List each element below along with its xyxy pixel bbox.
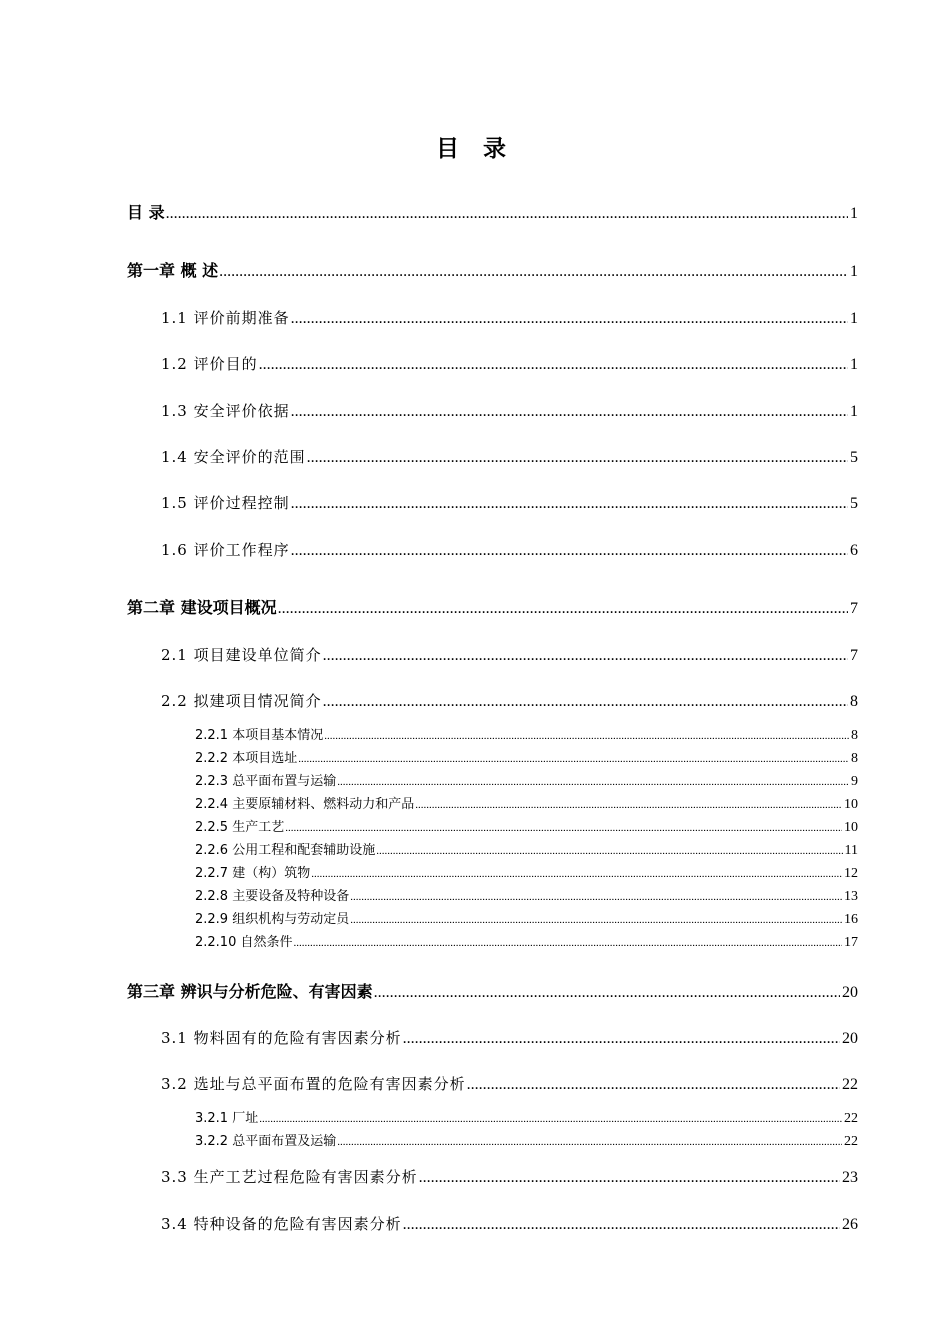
toc-entry-subsection[interactable] bbox=[195, 1133, 858, 1151]
toc-entry-section[interactable] bbox=[161, 492, 858, 515]
toc-page-number: 22 bbox=[844, 1134, 858, 1149]
toc-entry-subsection[interactable] bbox=[195, 727, 858, 745]
toc-page-number: 1 bbox=[850, 403, 858, 420]
dot-leader bbox=[259, 354, 848, 376]
toc-entry-chapter-1[interactable] bbox=[127, 260, 858, 283]
toc-entry-label: 1.5 评价过程控制 bbox=[161, 494, 290, 512]
toc-entry-label: 2.1 项目建设单位简介 bbox=[161, 646, 322, 664]
dot-leader bbox=[323, 645, 848, 667]
toc-page-number: 23 bbox=[842, 1169, 858, 1186]
dot-leader bbox=[291, 401, 848, 423]
toc-entry-label: 2.2.2 本项目选址 bbox=[195, 751, 298, 766]
dot-leader bbox=[415, 796, 842, 814]
toc-entry-label: 2.2.7 建（构）筑物 bbox=[195, 866, 311, 881]
dot-leader bbox=[291, 308, 848, 330]
toc-page-number: 20 bbox=[842, 1030, 858, 1047]
toc-entry-label: 2.2.1 本项目基本情况 bbox=[195, 728, 324, 743]
dot-leader bbox=[298, 750, 849, 768]
toc-page-number: 22 bbox=[844, 1111, 858, 1126]
toc-page-number: 1 bbox=[850, 205, 858, 222]
toc-entry-subsection[interactable] bbox=[195, 1110, 858, 1128]
toc-entry-section[interactable] bbox=[161, 690, 858, 713]
toc-entry-subsection[interactable] bbox=[195, 911, 858, 929]
toc-page-number: 8 bbox=[851, 728, 858, 743]
toc-entry-label: 2.2.10 自然条件 bbox=[195, 935, 293, 950]
toc-entry-subsection[interactable] bbox=[195, 773, 858, 791]
toc-page-number: 7 bbox=[850, 647, 858, 664]
toc-entry-label: 1.4 安全评价的范围 bbox=[161, 448, 306, 466]
toc-page-number: 13 bbox=[844, 889, 858, 904]
toc-entry-label: 第一章 概 述 bbox=[127, 261, 219, 280]
toc-page-number: 8 bbox=[850, 693, 858, 710]
toc-entry-section[interactable] bbox=[161, 1213, 858, 1236]
toc-entry-label: 3.2.2 总平面布置及运输 bbox=[195, 1134, 337, 1149]
dot-leader bbox=[337, 773, 849, 791]
dot-leader bbox=[166, 203, 848, 225]
toc-entry-subsection[interactable] bbox=[195, 888, 858, 906]
toc-entry-label: 3.2 选址与总平面布置的危险有害因素分析 bbox=[161, 1075, 466, 1093]
toc-page-number: 10 bbox=[844, 797, 858, 812]
toc-entry-section[interactable] bbox=[161, 307, 858, 330]
toc-page-number: 7 bbox=[850, 600, 858, 617]
dot-leader bbox=[350, 911, 842, 929]
toc-entry-chapter-2[interactable] bbox=[127, 597, 858, 620]
toc-entry-subsection[interactable] bbox=[195, 750, 858, 768]
dot-leader bbox=[467, 1074, 840, 1096]
toc-entry-label: 2.2.6 公用工程和配套辅助设施 bbox=[195, 843, 376, 858]
toc-entry-section[interactable] bbox=[161, 446, 858, 469]
dot-leader bbox=[324, 727, 849, 745]
toc-entry-subsection[interactable] bbox=[195, 819, 858, 837]
toc-entry-label: 2.2.5 生产工艺 bbox=[195, 820, 285, 835]
toc-entry-contents[interactable] bbox=[127, 202, 858, 225]
toc-page-number: 8 bbox=[851, 751, 858, 766]
toc-entry-section[interactable] bbox=[161, 353, 858, 376]
toc-entry-label: 目 录 bbox=[127, 203, 165, 222]
toc-entry-section[interactable] bbox=[161, 400, 858, 423]
toc-entry-label: 1.2 评价目的 bbox=[161, 355, 258, 373]
toc-page-number: 12 bbox=[844, 866, 858, 881]
toc-entry-label: 1.3 安全评价依据 bbox=[161, 402, 290, 420]
toc-page-number: 1 bbox=[850, 356, 858, 373]
toc-page-number: 16 bbox=[844, 912, 858, 927]
toc-entry-section[interactable] bbox=[161, 1166, 858, 1189]
toc-entry-label: 3.4 特种设备的危险有害因素分析 bbox=[161, 1215, 402, 1233]
toc-page-number: 11 bbox=[844, 843, 858, 858]
dot-leader bbox=[419, 1167, 840, 1189]
dot-leader bbox=[259, 1110, 842, 1128]
dot-leader bbox=[291, 540, 848, 562]
toc-page-number: 9 bbox=[851, 774, 858, 789]
toc-entry-label: 1.1 评价前期准备 bbox=[161, 309, 290, 327]
toc-entry-subsection[interactable] bbox=[195, 934, 858, 952]
dot-leader bbox=[307, 447, 848, 469]
dot-leader bbox=[403, 1028, 840, 1050]
toc-entry-subsection[interactable] bbox=[195, 865, 858, 883]
toc-page-number: 1 bbox=[850, 310, 858, 327]
toc-entry-label: 1.6 评价工作程序 bbox=[161, 541, 290, 559]
toc-entry-label: 2.2.4 主要原辅材料、燃料动力和产品 bbox=[195, 797, 415, 812]
toc-entry-subsection[interactable] bbox=[195, 796, 858, 814]
dot-leader bbox=[403, 1214, 840, 1236]
dot-leader bbox=[323, 691, 848, 713]
toc-entry-label: 3.1 物料固有的危险有害因素分析 bbox=[161, 1029, 402, 1047]
toc-entry-label: 3.2.1 厂址 bbox=[195, 1111, 259, 1126]
page-title: 目 录 bbox=[435, 136, 514, 162]
dot-leader bbox=[293, 934, 842, 952]
dot-leader bbox=[278, 598, 848, 620]
toc-entry-section[interactable] bbox=[161, 644, 858, 667]
toc-entry-label: 第二章 建设项目概况 bbox=[127, 598, 277, 617]
toc-page-number: 22 bbox=[842, 1076, 858, 1093]
toc-page-number: 26 bbox=[842, 1216, 858, 1233]
toc-entry-section[interactable] bbox=[161, 539, 858, 562]
toc-entry-label: 2.2 拟建项目情况简介 bbox=[161, 692, 322, 710]
toc-entry-section[interactable] bbox=[161, 1073, 858, 1096]
toc-entry-chapter-3[interactable] bbox=[127, 981, 858, 1004]
toc-page-number: 6 bbox=[850, 542, 858, 559]
dot-leader bbox=[376, 842, 842, 860]
toc-page-number: 1 bbox=[850, 263, 858, 280]
toc-page-number: 10 bbox=[844, 820, 858, 835]
toc-page-number: 17 bbox=[844, 935, 858, 950]
dot-leader bbox=[374, 982, 840, 1004]
toc-entry-section[interactable] bbox=[161, 1027, 858, 1050]
toc-page-number: 5 bbox=[850, 449, 858, 466]
toc-page-number: 5 bbox=[850, 495, 858, 512]
toc-entry-label: 2.2.8 主要设备及特种设备 bbox=[195, 889, 350, 904]
toc-entry-label: 3.3 生产工艺过程危险有害因素分析 bbox=[161, 1168, 418, 1186]
toc-entry-label: 2.2.9 组织机构与劳动定员 bbox=[195, 912, 350, 927]
toc-entry-subsection[interactable] bbox=[195, 842, 858, 860]
dot-leader bbox=[291, 493, 848, 515]
dot-leader bbox=[337, 1133, 842, 1151]
dot-leader bbox=[311, 865, 842, 883]
dot-leader bbox=[350, 888, 842, 906]
toc-entry-label: 第三章 辨识与分析危险、有害因素 bbox=[127, 982, 373, 1001]
dot-leader bbox=[219, 261, 848, 283]
toc-entry-label: 2.2.3 总平面布置与运输 bbox=[195, 774, 337, 789]
toc-page-number: 20 bbox=[842, 984, 858, 1001]
dot-leader bbox=[285, 819, 842, 837]
